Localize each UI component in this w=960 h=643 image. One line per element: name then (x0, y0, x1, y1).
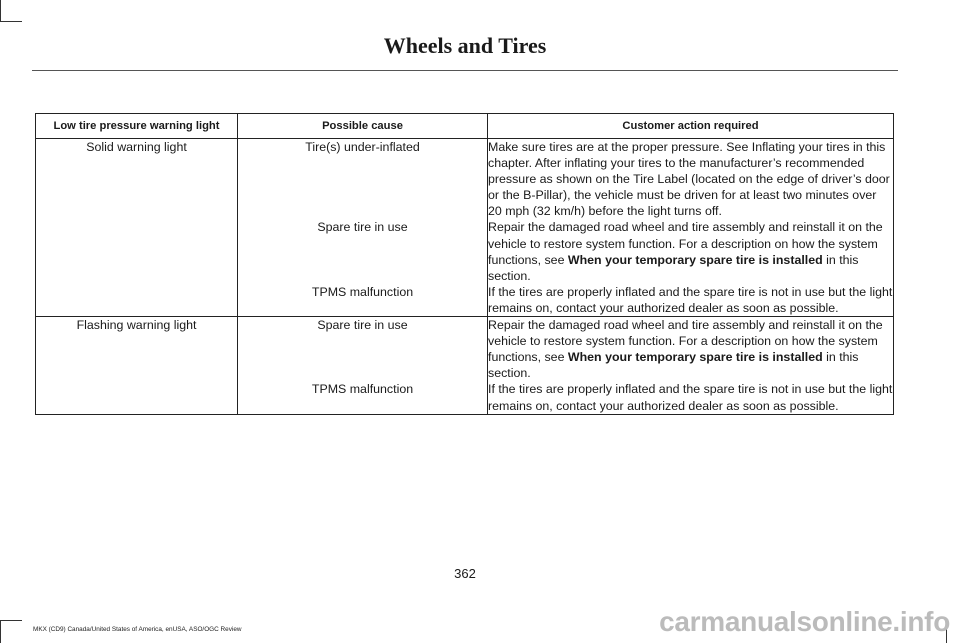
action-cell (488, 219, 894, 283)
action-cell (488, 381, 894, 414)
action-text: in this section. (488, 252, 859, 283)
column-header: Low tire pressure warning light (36, 114, 238, 139)
tpms-table (35, 113, 894, 415)
column-header: Possible cause (238, 114, 488, 139)
cause-text: Tire(s) under-inflated (305, 140, 420, 154)
page-title: Wheels and Tires (383, 33, 547, 58)
action-cell (488, 317, 894, 382)
action-text: If the tires are properly inflated and the spare tire is not in use but the light remains on, contact your authorized dealer as soon as possible. (488, 382, 893, 413)
cause-text: Spare tire in use (317, 220, 408, 235)
light-state-cell (36, 317, 238, 415)
document-info: MKX (CD9) Canada/United States of America, enUSA, ASO/OGC Review (33, 626, 242, 633)
cross-reference-link-text: When your temporary spare tire is installed (567, 252, 823, 267)
light-state: Flashing warning light (76, 318, 197, 333)
watermark-logo: carmanualsonline.info (659, 606, 950, 637)
cause-cell (238, 381, 488, 414)
action-text: Make sure tires are at the proper pressure. See Inflating your tires in this chapter. After inflating your tires to the manufacturer’s recommended pressure as shown on the Tire Label (located on the edge of driver’s door or the B-Pillar), the vehicle must be driven for at least two minutes over 20 mph (32 km/h) before the light turns off. (488, 140, 890, 219)
page-number: 362 (454, 566, 476, 581)
crop-mark (0, 21, 22, 22)
cross-reference-link-text: When your temporary spare tire is installed (567, 350, 823, 365)
cause-cell (238, 317, 488, 382)
cause-text: Spare tire in use (317, 318, 408, 333)
table-header-row (36, 114, 894, 139)
column-header: Customer action required (488, 114, 894, 139)
action-cell (488, 284, 894, 317)
crop-mark (0, 620, 22, 621)
cause-cell (238, 139, 488, 220)
action-text: If the tires are properly inflated and the spare tire is not in use but the light remains on, contact your authorized dealer as soon as possible. (488, 284, 893, 315)
light-state: Solid warning light (86, 140, 187, 154)
table-row (36, 317, 894, 382)
action-text: Repair the damaged road wheel and tire assembly and reinstall it on the vehicle to restore system function. For a description on how the system functions, see (488, 318, 883, 365)
action-text: in this section. (488, 350, 859, 381)
cause-cell (238, 219, 488, 283)
table-row (36, 139, 894, 220)
action-cell (488, 139, 894, 220)
light-state-cell (36, 139, 238, 317)
cause-text: TPMS malfunction (311, 284, 414, 299)
cause-cell (238, 284, 488, 317)
crop-mark (0, 0, 1, 22)
action-text: Repair the damaged road wheel and tire assembly and reinstall it on the vehicle to restore system function. For a description on how the system functions, see (488, 220, 883, 267)
cause-text: TPMS malfunction (311, 382, 414, 397)
crop-mark (0, 620, 1, 643)
header-divider (32, 70, 898, 71)
